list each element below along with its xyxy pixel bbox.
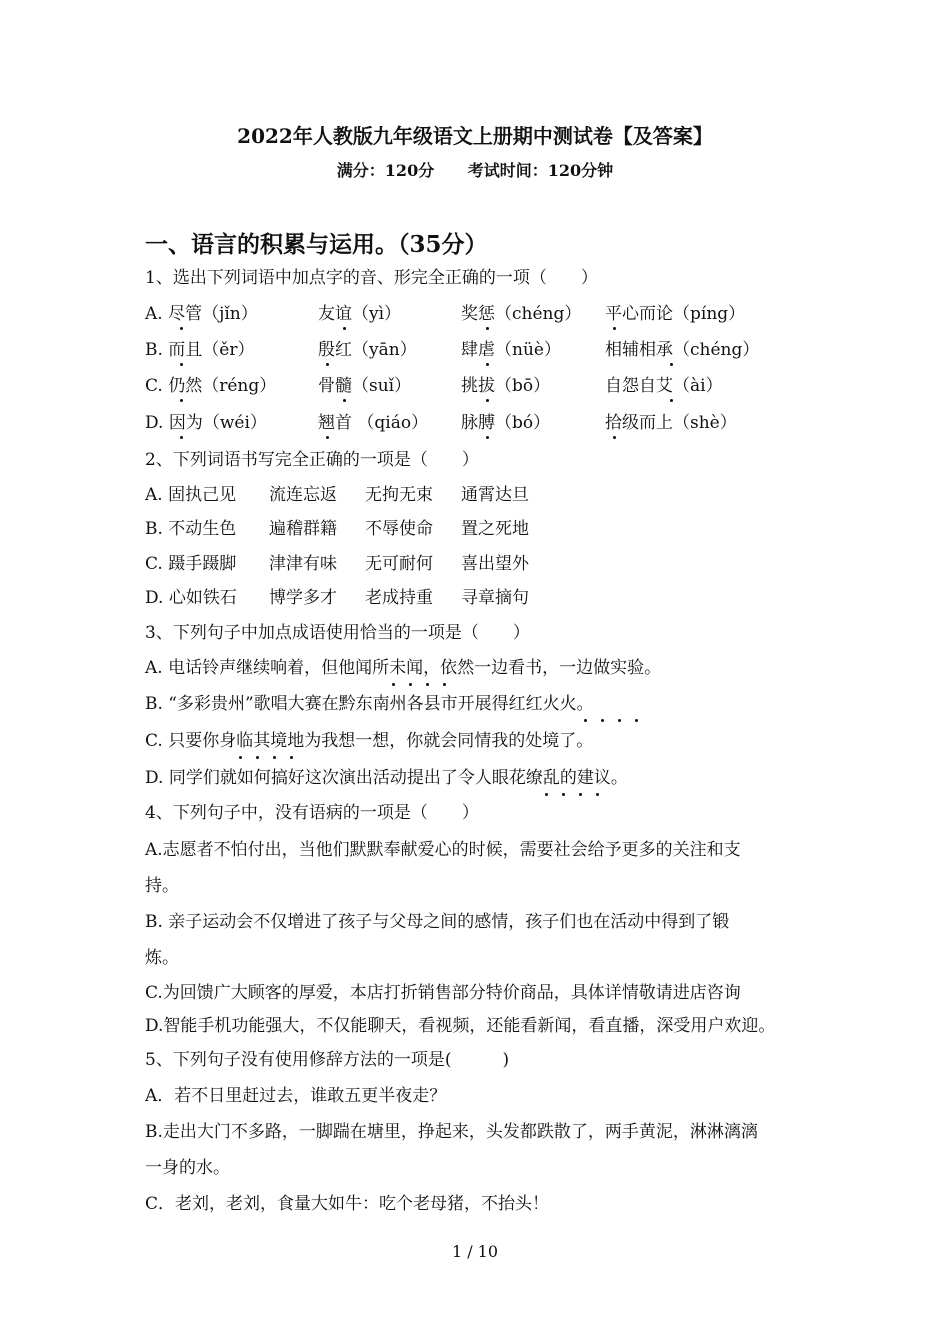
emphasis-dot xyxy=(670,399,673,402)
q4-option-a-line2: 持。 xyxy=(145,876,179,896)
q5-option-b-line2: 一身的水。 xyxy=(145,1158,230,1178)
q1-option-d-4: 拾级而上（shè） xyxy=(605,413,737,433)
question-4-stem: 4、下列句子中，没有语病的一项是（ ） xyxy=(145,803,479,823)
emphasis-dot xyxy=(596,793,599,796)
emphasis-dot xyxy=(443,683,446,686)
q2-option-d-4: 寻章摘句 xyxy=(461,588,529,608)
emphasis-dot xyxy=(562,793,565,796)
q3-option-c: C. 只要你身临其境地为我想一想，你就会同情我的处境了。 xyxy=(145,731,594,751)
q2-option-b-3: 不辱使命 xyxy=(365,519,433,539)
q1-option-a-4: 平心而论（píng） xyxy=(605,304,746,324)
q1-option-a-1: A. 尽管（jǐn） xyxy=(145,304,258,324)
question-5-stem: 5、下列句子没有使用修辞方法的一项是( ) xyxy=(145,1050,510,1070)
q3-option-b: B. “多彩贵州”歌唱大赛在黔东南州各县市开展得红红火火。 xyxy=(145,694,594,714)
q1-option-b-1: B. 而且（ěr） xyxy=(145,340,255,360)
page-number: 1 / 10 xyxy=(451,1242,499,1261)
emphasis-dot xyxy=(409,683,412,686)
q2-option-b-2: 遍稽群籍 xyxy=(269,519,337,539)
q2-option-c-2: 津津有味 xyxy=(269,554,337,574)
exam-info xyxy=(0,158,950,181)
q1-option-b-3: 肆虐（nüè） xyxy=(461,340,561,360)
q1-option-c-2: 骨髓（suǐ） xyxy=(318,376,412,396)
q4-option-d: D.智能手机功能强大，不仅能聊天，看视频，还能看新闻，看直播，深受用户欢迎。 xyxy=(145,1016,776,1036)
q2-option-a-4: 通霄达旦 xyxy=(461,485,529,505)
q3-option-d: D. 同学们就如何搞好这次演出活动提出了令人眼花缭乱的建议。 xyxy=(145,768,628,788)
q1-option-d-1: D. 因为（wéi） xyxy=(145,413,267,433)
q1-option-b-2: 殷红（yān） xyxy=(318,340,417,360)
q1-option-a-2: 友谊（yì） xyxy=(318,304,402,324)
emphasis-dot xyxy=(426,683,429,686)
q1-option-c-4: 自怨自艾（ài） xyxy=(605,376,723,396)
full-score: 满分：120分 xyxy=(336,161,435,180)
question-2-stem: 2、下列词语书写完全正确的一项是（ ） xyxy=(145,450,479,470)
emphasis-dot xyxy=(486,363,489,366)
q2-option-b-4: 置之死地 xyxy=(461,519,529,539)
emphasis-dot xyxy=(635,719,638,722)
q2-option-c-1: C. 蹑手蹑脚 xyxy=(145,554,237,574)
q2-option-c-4: 喜出望外 xyxy=(461,554,529,574)
q1-option-a-3: 奖惩（chéng） xyxy=(461,304,582,324)
q1-option-d-2: 翘首 （qiáo） xyxy=(318,413,429,433)
emphasis-dot xyxy=(273,756,276,759)
q4-option-c: C.为回馈广大顾客的厚爱，本店打折销售部分特价商品，具体详情敬请进店咨询 xyxy=(145,983,741,1003)
q2-option-d-2: 博学多才 xyxy=(269,588,337,608)
emphasis-dot xyxy=(180,363,183,366)
question-3-stem: 3、下列句子中加点成语使用恰当的一项是（ ） xyxy=(145,623,530,643)
q2-option-c-3: 无可耐何 xyxy=(365,554,433,574)
emphasis-dot xyxy=(239,756,242,759)
emphasis-dot xyxy=(601,719,604,722)
emphasis-dot xyxy=(256,756,259,759)
emphasis-dot xyxy=(326,436,329,439)
q2-option-b-1: B. 不动生色 xyxy=(145,519,237,539)
emphasis-dot xyxy=(486,436,489,439)
emphasis-dot xyxy=(180,327,183,330)
emphasis-dot xyxy=(613,327,616,330)
q5-option-a: A．若不日里赶过去，谁敢五更半夜走？ xyxy=(145,1086,447,1106)
emphasis-dot xyxy=(343,327,346,330)
q2-option-a-1: A. 固执己见 xyxy=(145,485,237,505)
emphasis-dot xyxy=(545,793,548,796)
emphasis-dot xyxy=(290,756,293,759)
emphasis-dot xyxy=(584,719,587,722)
emphasis-dot xyxy=(180,436,183,439)
q1-option-c-3: 挑拔（bō） xyxy=(461,376,551,396)
q2-option-a-3: 无拘无束 xyxy=(365,485,433,505)
emphasis-dot xyxy=(670,363,673,366)
emphasis-dot xyxy=(343,399,346,402)
q3-option-a: A. 电话铃声继续响着，但他闻所未闻，依然一边看书，一边做实验。 xyxy=(145,658,662,678)
emphasis-dot xyxy=(486,399,489,402)
emphasis-dot xyxy=(326,363,329,366)
exam-time: 考试时间：120分钟 xyxy=(467,161,614,180)
section-heading: 一、语言的积累与运用。（35分） xyxy=(145,231,488,258)
document-title: 2022年人教版九年级语文上册期中测试卷【及答案】 xyxy=(237,124,713,148)
q1-option-b-4: 相辅相承（chéng） xyxy=(605,340,760,360)
q2-option-a-2: 流连忘返 xyxy=(269,485,337,505)
q2-option-d-1: D. 心如铁石 xyxy=(145,588,237,608)
emphasis-dot xyxy=(579,793,582,796)
emphasis-dot xyxy=(613,436,616,439)
q5-option-b-line1: B.走出大门不多路，一脚踹在塘里，挣起来，头发都跌散了，两手黄泥，淋淋漓漓 xyxy=(145,1122,758,1142)
q4-option-b-line1: B. 亲子运动会不仅增进了孩子与父母之间的感情，孩子们也在活动中得到了锻 xyxy=(145,912,730,932)
emphasis-dot xyxy=(392,683,395,686)
emphasis-dot xyxy=(618,719,621,722)
emphasis-dot xyxy=(180,399,183,402)
q1-option-c-1: C. 仍然（réng） xyxy=(145,376,277,396)
q2-option-d-3: 老成持重 xyxy=(365,588,433,608)
q5-option-c: C．老刘，老刘，食量大如牛：吃个老母猪，不抬头！ xyxy=(145,1194,550,1214)
question-1-stem: 1、选出下列词语中加点字的音、形完全正确的一项（ ） xyxy=(145,268,598,288)
q4-option-b-line2: 炼。 xyxy=(145,948,179,968)
q1-option-d-3: 脉膊（bó） xyxy=(461,413,551,433)
emphasis-dot xyxy=(486,327,489,330)
q4-option-a-line1: A.志愿者不怕付出，当他们默默奉献爱心的时候，需要社会给予更多的关注和支 xyxy=(145,840,741,860)
